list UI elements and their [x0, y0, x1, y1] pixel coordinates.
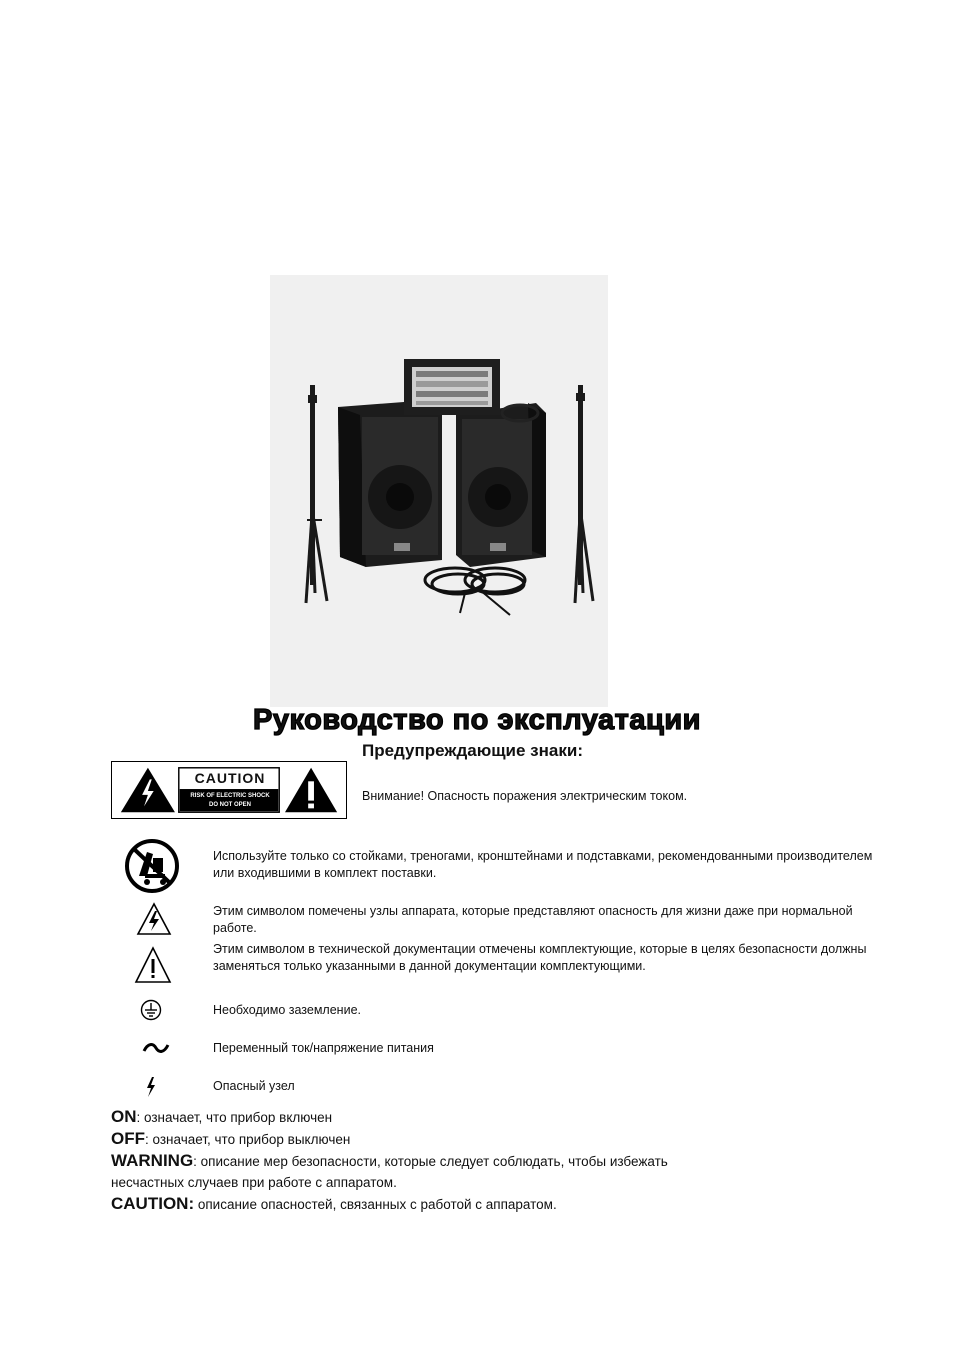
lightning-triangle-icon	[136, 902, 172, 936]
caution-label-line2: DO NOT OPEN	[208, 802, 251, 808]
symbol-text-dangerous-unit: Опасный узел	[213, 1079, 295, 1093]
symbol-text-components: Этим символом в технической документации отмечены комплектующие, которые в целях безопасности должны заменяться только указанными в данной документации комплектующими.	[213, 942, 867, 973]
exclamation-triangle-icon	[134, 946, 172, 984]
lightning-bolt-icon	[145, 1076, 157, 1098]
mixer	[404, 359, 500, 415]
definition-text: : означает, что прибор выключен	[145, 1132, 351, 1147]
no-tipping-cart-icon	[123, 838, 181, 894]
product-photo	[270, 275, 608, 707]
lightning-triangle-icon	[121, 768, 175, 812]
definition-term: CAUTION:	[111, 1194, 195, 1213]
definition-text: : означает, что прибор включен	[136, 1110, 333, 1125]
symbol-text-stands: Используйте только со стойками, треногами, кронштейнами и подставками, рекомендованными производителем или входившими в комплект поставки.	[213, 849, 873, 880]
manual-title: Руководство по эксплуатации	[253, 704, 701, 736]
definition-on	[111, 1106, 871, 1128]
definition-term: WARNING	[111, 1151, 194, 1170]
definition-term: ON	[111, 1107, 137, 1126]
caution-label-description: Внимание! Опасность поражения электрическим током.	[362, 789, 688, 803]
left-speaker	[338, 400, 442, 567]
warning-signs-heading: Предупреждающие знаки:	[362, 741, 583, 760]
definition-term: OFF	[111, 1129, 145, 1148]
definition-off	[111, 1128, 871, 1150]
caution-label	[111, 761, 347, 819]
definitions	[111, 1106, 871, 1215]
definition-warning-continued: несчастных случаев при работе с аппаратом.	[111, 1175, 397, 1190]
ac-tilde-icon	[142, 1040, 170, 1056]
ground-icon	[140, 999, 162, 1021]
definition-text: описание опасностей, связанных с работой с аппаратом.	[194, 1197, 557, 1212]
symbol-text-dangerous-voltage: Этим символом помечены узлы аппарата, которые представляют опасность для жизни даже при нормальной работе.	[213, 904, 853, 935]
definition-text: : описание мер безопасности, которые следует соблюдать, чтобы избежать	[193, 1154, 668, 1169]
symbol-text-ac: Переменный ток/напряжение питания	[213, 1041, 434, 1055]
definition-warning	[111, 1150, 871, 1172]
exclamation-triangle-icon	[285, 768, 337, 812]
definition-caution	[111, 1193, 871, 1215]
caution-label-line1: RISK OF ELECTRIC SHOCK	[190, 793, 270, 799]
caution-label-heading: CAUTION	[194, 770, 266, 786]
right-speaker	[456, 403, 546, 567]
symbol-text-grounding: Необходимо заземление.	[213, 1003, 361, 1017]
